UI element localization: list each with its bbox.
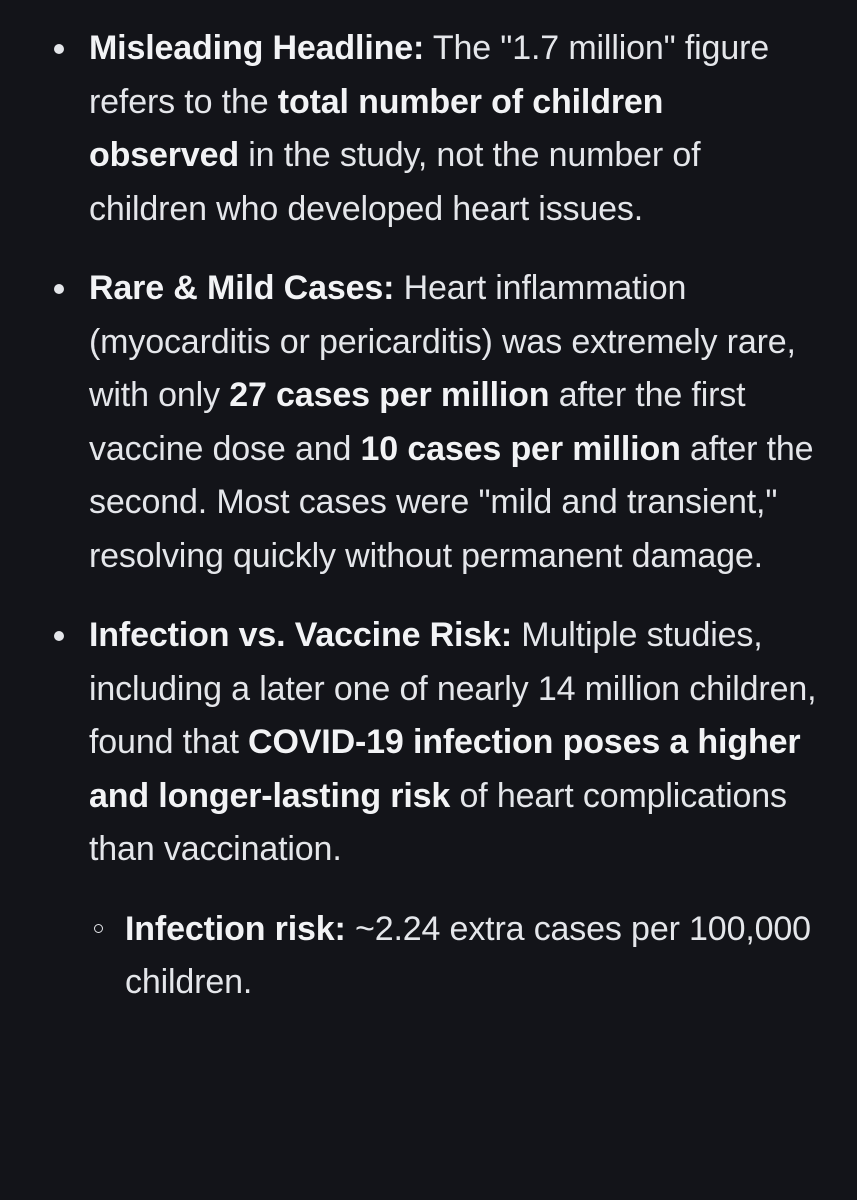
answer-content — [0, 22, 857, 1010]
hollow-bullet-icon — [94, 924, 103, 933]
item-text: Heart inflammation (myocarditis or pericarditis) was extremely rare, with only — [89, 269, 796, 414]
item-emphasis: total number of children observed — [89, 82, 664, 174]
bullet-icon — [54, 631, 64, 641]
list-item-rare-mild-cases — [0, 262, 857, 583]
item-heading: Rare & Mild Cases: — [89, 269, 395, 307]
item-text: Multiple studies, including a later one of nearly 14 million children, found that — [89, 616, 817, 761]
item-heading: Infection risk: — [125, 909, 346, 948]
sub-list-item-infection-risk — [0, 903, 857, 1010]
item-heading: Infection vs. Vaccine Risk: — [89, 616, 513, 654]
bullet-icon — [54, 44, 64, 54]
bullet-icon — [54, 284, 64, 294]
list-item-misleading-headline — [0, 22, 857, 236]
item-text: after the second. Most cases were "mild and transient," resolving quickly without permanent damage. — [89, 429, 814, 575]
item-emphasis: COVID-19 infection poses a higher and longer-lasting risk — [89, 723, 801, 815]
item-emphasis: 27 cases per million — [229, 376, 550, 414]
item-text: ~2.24 extra cases per 100,000 children. — [125, 909, 811, 1001]
item-text: The "1.7 million" figure refers to the — [89, 29, 770, 121]
item-emphasis: 10 cases per million — [360, 429, 681, 468]
item-text: of heart complications than vaccination. — [89, 776, 787, 868]
item-heading: Misleading Headline: — [89, 29, 425, 67]
item-text: in the study, not the number of children who developed heart issues. — [89, 136, 701, 228]
item-text: after the first vaccine dose and — [89, 376, 746, 468]
list-item-infection-vs-vaccine-risk — [0, 609, 857, 877]
